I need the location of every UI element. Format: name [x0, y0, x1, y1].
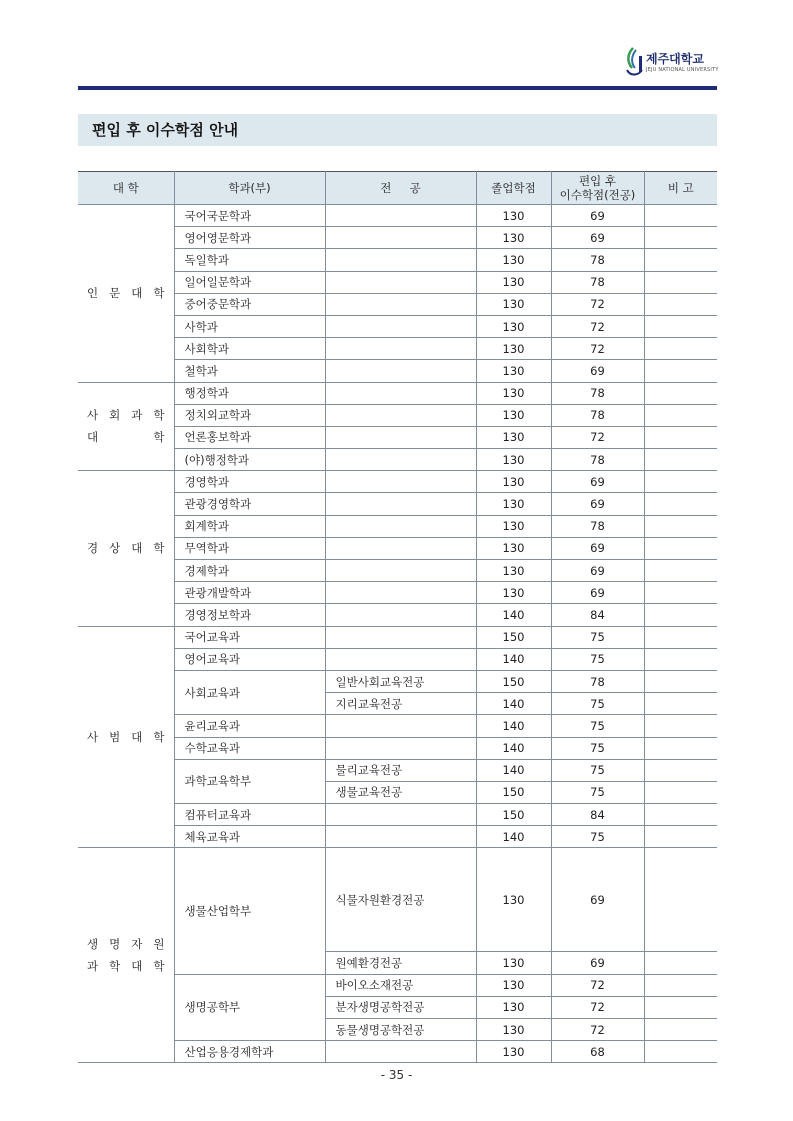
note-cell [644, 648, 717, 670]
grad-credits-cell: 150 [476, 626, 551, 648]
dept-cell: 윤리교육과 [174, 715, 325, 737]
transfer-credits-cell: 84 [551, 604, 644, 626]
grad-credits-cell: 130 [476, 271, 551, 293]
transfer-credits-cell: 78 [551, 670, 644, 692]
table-row [78, 848, 717, 952]
college-cell: 경 상 대 학 [78, 471, 174, 626]
dept-cell: 체육교육과 [174, 826, 325, 848]
table-row [78, 974, 717, 996]
transfer-credits-cell: 75 [551, 759, 644, 781]
note-cell [644, 952, 717, 974]
major-cell [325, 537, 476, 559]
grad-credits-cell: 140 [476, 759, 551, 781]
note-cell [644, 471, 717, 493]
transfer-credits-cell: 78 [551, 515, 644, 537]
major-cell [325, 737, 476, 759]
grad-credits-cell: 130 [476, 1041, 551, 1063]
grad-credits-cell: 150 [476, 781, 551, 803]
dept-cell: 영어영문학과 [174, 227, 325, 249]
transfer-credits-cell: 72 [551, 426, 644, 448]
transfer-credits-cell: 75 [551, 693, 644, 715]
grad-credits-cell: 140 [476, 826, 551, 848]
major-cell: 분자생명공학전공 [325, 996, 476, 1018]
table-row [78, 826, 717, 848]
major-cell [325, 315, 476, 337]
major-cell [325, 604, 476, 626]
major-cell [325, 360, 476, 382]
note-cell [644, 227, 717, 249]
major-cell [325, 293, 476, 315]
major-cell: 일반사회교육전공 [325, 670, 476, 692]
table-row [78, 449, 717, 471]
grad-credits-cell: 140 [476, 693, 551, 715]
note-cell [644, 804, 717, 826]
college-cell: 인 문 대 학 [78, 205, 174, 383]
note-cell [644, 1041, 717, 1063]
grad-credits-cell: 130 [476, 560, 551, 582]
transfer-credits-cell: 72 [551, 338, 644, 360]
note-cell [644, 271, 717, 293]
transfer-credits-cell: 75 [551, 626, 644, 648]
transfer-credits-cell: 72 [551, 293, 644, 315]
table-row [78, 205, 717, 227]
major-cell [325, 249, 476, 271]
note-cell [644, 848, 717, 952]
transfer-credits-cell: 75 [551, 826, 644, 848]
major-cell [325, 205, 476, 227]
header-major: 전 공 [325, 172, 476, 205]
table-row [78, 515, 717, 537]
table-row [78, 249, 717, 271]
dept-cell: 정치외교학과 [174, 404, 325, 426]
note-cell [644, 515, 717, 537]
grad-credits-cell: 130 [476, 382, 551, 404]
table-row [78, 670, 717, 692]
college-cell: 사 회 과 학 대 학 [78, 382, 174, 471]
major-cell [325, 626, 476, 648]
note-cell [644, 693, 717, 715]
major-cell [325, 426, 476, 448]
college-cell: 생 명 자 원 과 학 대 학 [78, 848, 174, 1063]
major-cell [325, 826, 476, 848]
transfer-credits-cell: 75 [551, 648, 644, 670]
grad-credits-cell: 130 [476, 493, 551, 515]
dept-cell: 산업응용경제학과 [174, 1041, 325, 1063]
transfer-credits-cell: 84 [551, 804, 644, 826]
note-cell [644, 249, 717, 271]
header-grad-credits: 졸업학점 [476, 172, 551, 205]
major-cell [325, 493, 476, 515]
major-cell [325, 271, 476, 293]
note-cell [644, 1019, 717, 1041]
dept-cell: 관광개발학과 [174, 582, 325, 604]
note-cell [644, 493, 717, 515]
major-cell [325, 715, 476, 737]
table-row [78, 360, 717, 382]
header-rule [78, 86, 717, 90]
transfer-credits-cell: 69 [551, 560, 644, 582]
grad-credits-cell: 150 [476, 804, 551, 826]
transfer-credits-cell: 69 [551, 493, 644, 515]
major-cell [325, 471, 476, 493]
dept-cell: 경영정보학과 [174, 604, 325, 626]
transfer-credits-cell: 75 [551, 781, 644, 803]
note-cell [644, 715, 717, 737]
grad-credits-cell: 130 [476, 952, 551, 974]
dept-cell: 국어교육과 [174, 626, 325, 648]
note-cell [644, 537, 717, 559]
transfer-credits-cell: 78 [551, 271, 644, 293]
dept-cell: 생명공학부 [174, 974, 325, 1041]
note-cell [644, 582, 717, 604]
credits-table [78, 171, 717, 1063]
table-row [78, 293, 717, 315]
grad-credits-cell: 130 [476, 996, 551, 1018]
transfer-credits-cell: 69 [551, 227, 644, 249]
dept-cell: 철학과 [174, 360, 325, 382]
major-cell [325, 404, 476, 426]
note-cell [644, 626, 717, 648]
table-row [78, 426, 717, 448]
note-cell [644, 382, 717, 404]
grad-credits-cell: 130 [476, 515, 551, 537]
major-cell: 원예환경전공 [325, 952, 476, 974]
major-cell [325, 648, 476, 670]
transfer-credits-cell: 75 [551, 737, 644, 759]
dept-cell: 영어교육과 [174, 648, 325, 670]
note-cell [644, 338, 717, 360]
grad-credits-cell: 140 [476, 604, 551, 626]
major-cell [325, 582, 476, 604]
dept-cell: 관광경영학과 [174, 493, 325, 515]
note-cell [644, 737, 717, 759]
major-cell [325, 227, 476, 249]
header-note: 비 고 [644, 172, 717, 205]
note-cell [644, 360, 717, 382]
dept-cell: 일어일문학과 [174, 271, 325, 293]
dept-cell: 경영학과 [174, 471, 325, 493]
major-cell: 바이오소재전공 [325, 974, 476, 996]
table-row [78, 404, 717, 426]
page-number: - 35 - [380, 1068, 413, 1082]
note-cell [644, 293, 717, 315]
note-cell [644, 996, 717, 1018]
grad-credits-cell: 130 [476, 404, 551, 426]
dept-cell: 회계학과 [174, 515, 325, 537]
table-row [78, 560, 717, 582]
transfer-credits-cell: 78 [551, 382, 644, 404]
major-cell [325, 515, 476, 537]
note-cell [644, 604, 717, 626]
section-title: 편입 후 이수학점 안내 [78, 114, 717, 146]
transfer-credits-cell: 69 [551, 537, 644, 559]
table-row [78, 648, 717, 670]
grad-credits-cell: 130 [476, 848, 551, 952]
transfer-credits-cell: 78 [551, 449, 644, 471]
grad-credits-cell: 130 [476, 471, 551, 493]
dept-cell: 무역학과 [174, 537, 325, 559]
transfer-credits-cell: 72 [551, 315, 644, 337]
note-cell [644, 560, 717, 582]
transfer-credits-cell: 78 [551, 404, 644, 426]
transfer-credits-cell: 69 [551, 205, 644, 227]
dept-cell: 행정학과 [174, 382, 325, 404]
major-cell [325, 382, 476, 404]
major-cell [325, 449, 476, 471]
grad-credits-cell: 130 [476, 360, 551, 382]
table-row [78, 537, 717, 559]
grad-credits-cell: 130 [476, 205, 551, 227]
grad-credits-cell: 140 [476, 648, 551, 670]
table-row [78, 804, 717, 826]
table-row [78, 759, 717, 781]
dept-cell: 국어국문학과 [174, 205, 325, 227]
grad-credits-cell: 130 [476, 426, 551, 448]
table-row [78, 582, 717, 604]
transfer-credits-cell: 69 [551, 471, 644, 493]
note-cell [644, 974, 717, 996]
major-cell: 물리교육전공 [325, 759, 476, 781]
transfer-credits-cell: 69 [551, 360, 644, 382]
transfer-credits-cell: 72 [551, 1019, 644, 1041]
dept-cell: 경제학과 [174, 560, 325, 582]
transfer-credits-cell: 69 [551, 952, 644, 974]
table-row [78, 604, 717, 626]
major-cell: 지리교육전공 [325, 693, 476, 715]
table-row [78, 315, 717, 337]
note-cell [644, 205, 717, 227]
logo-subtitle: JEJU NATIONAL UNIVERSITY [646, 67, 719, 73]
header-dept: 학과(부) [174, 172, 325, 205]
transfer-credits-cell: 69 [551, 848, 644, 952]
university-logo [624, 46, 724, 80]
table-row [78, 737, 717, 759]
grad-credits-cell: 130 [476, 449, 551, 471]
major-cell: 동물생명공학전공 [325, 1019, 476, 1041]
table-row [78, 626, 717, 648]
major-cell [325, 1041, 476, 1063]
university-emblem-icon [624, 46, 644, 80]
dept-cell: 언론홍보학과 [174, 426, 325, 448]
dept-cell: (야)행정학과 [174, 449, 325, 471]
table-row [78, 493, 717, 515]
grad-credits-cell: 130 [476, 974, 551, 996]
note-cell [644, 781, 717, 803]
grad-credits-cell: 140 [476, 737, 551, 759]
dept-cell: 과학교육학부 [174, 759, 325, 803]
major-cell [325, 338, 476, 360]
dept-cell: 생물산업학부 [174, 848, 325, 974]
major-cell [325, 560, 476, 582]
grad-credits-cell: 150 [476, 670, 551, 692]
note-cell [644, 449, 717, 471]
dept-cell: 중어중문학과 [174, 293, 325, 315]
grad-credits-cell: 130 [476, 338, 551, 360]
table-header-row [78, 172, 717, 205]
transfer-credits-cell: 78 [551, 249, 644, 271]
note-cell [644, 826, 717, 848]
header-college: 대 학 [78, 172, 174, 205]
header-transfer-credits: 편입 후 이수학점(전공) [551, 172, 644, 205]
table-row [78, 271, 717, 293]
grad-credits-cell: 130 [476, 227, 551, 249]
note-cell [644, 404, 717, 426]
college-cell: 사 범 대 학 [78, 626, 174, 848]
note-cell [644, 315, 717, 337]
table-row [78, 715, 717, 737]
note-cell [644, 759, 717, 781]
dept-cell: 사회교육과 [174, 670, 325, 714]
table-row [78, 1041, 717, 1063]
transfer-credits-cell: 72 [551, 974, 644, 996]
grad-credits-cell: 130 [476, 537, 551, 559]
dept-cell: 사학과 [174, 315, 325, 337]
table-row [78, 338, 717, 360]
dept-cell: 컴퓨터교육과 [174, 804, 325, 826]
grad-credits-cell: 130 [476, 249, 551, 271]
transfer-credits-cell: 69 [551, 582, 644, 604]
grad-credits-cell: 130 [476, 315, 551, 337]
grad-credits-cell: 130 [476, 293, 551, 315]
table-row [78, 227, 717, 249]
grad-credits-cell: 130 [476, 582, 551, 604]
dept-cell: 독일학과 [174, 249, 325, 271]
transfer-credits-cell: 75 [551, 715, 644, 737]
grad-credits-cell: 140 [476, 715, 551, 737]
major-cell [325, 804, 476, 826]
dept-cell: 수학교육과 [174, 737, 325, 759]
note-cell [644, 670, 717, 692]
note-cell [644, 426, 717, 448]
table-row [78, 382, 717, 404]
transfer-credits-cell: 72 [551, 996, 644, 1018]
grad-credits-cell: 130 [476, 1019, 551, 1041]
table-row [78, 471, 717, 493]
dept-cell: 사회학과 [174, 338, 325, 360]
major-cell: 생물교육전공 [325, 781, 476, 803]
major-cell: 식물자원환경전공 [325, 848, 476, 952]
transfer-credits-cell: 68 [551, 1041, 644, 1063]
logo-name: 제주대학교 [646, 52, 704, 66]
